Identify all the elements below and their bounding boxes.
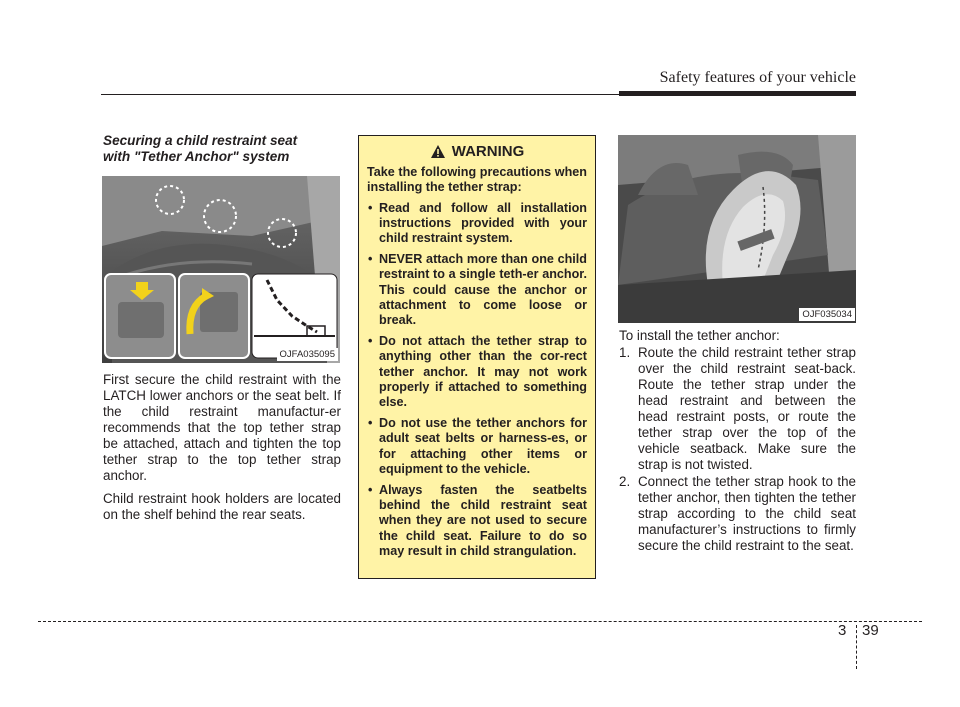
warning-item: • Do not use the tether anchors for adult seat belts or harness-es, or for attaching other items or equipment to the vehicle. [367,416,587,477]
section-heading-line1: Securing a child restraint seat [103,133,298,148]
chapter-number: 3 [838,622,847,639]
figure-code-left: OJFA035095 [277,348,338,361]
header-title: Safety features of your vehicle [659,69,856,86]
warning-item: • Do not attach the tether strap to anything other than the cor-rect tether anchor. It may not work properly if attached to something else. [367,334,587,410]
step-text: Route the child restraint tether strap over the child restraint seat-back. Route the tether strap under the head restraint and between the head restraint posts, or route the tether strap over the top of the vehicle seatback. Make sure the strap is not twisted. [638,345,856,472]
header-rule [101,94,619,95]
warning-box [358,135,596,579]
step-item [619,474,856,554]
warning-item: • Always fasten the seatbelts behind the child restraint seat when they are not used to secure the child seat. Failure to do so may result in child strangulation. [367,483,587,559]
header-rule-bold [619,91,856,96]
page-divider [856,625,857,669]
section-heading [103,133,343,165]
figure-code-right: OJF035034 [799,308,855,321]
warning-list [367,201,587,559]
left-paragraph-1: First secure the child restraint with the LATCH lower anchors or the seat belt. If the child restraint manufactur-er recommends that the top tether strap be attached, attach and tighten the top tether strap to the top tether strap anchor. [103,372,341,483]
footer-rule [38,621,922,622]
left-paragraph-2: Child restraint hook holders are located on the shelf behind the rear seats. [103,491,341,522]
install-steps [619,345,856,554]
warning-triangle-icon [430,144,446,159]
warning-header [367,144,587,159]
warning-title: WARNING [451,143,525,160]
left-column-text [103,372,341,530]
tether-anchor-illustration [102,176,340,363]
step-item [619,345,856,473]
child-seat-photo [618,135,856,323]
right-column-text [619,328,856,555]
section-heading-line2: with "Tether Anchor" system [103,149,290,164]
step-number: 2. [619,474,631,489]
page-number: 39 [862,622,879,639]
step-text: Connect the tether strap hook to the tether anchor, then tighten the tether strap according to the child seat manufacturer’s instructions to firmly secure the child restraint to the seat. [638,474,856,553]
warning-item: • NEVER attach more than one child restraint to a single teth-er anchor. This could cause the anchor or attachment to come loose or break. [367,252,587,328]
step-number: 1. [619,345,631,360]
right-intro: To install the tether anchor: [619,328,780,343]
warning-intro: Take the following precautions when installing the tether strap: [367,165,587,195]
warning-item: • Read and follow all installation instructions provided with your child restraint system. [367,201,587,247]
